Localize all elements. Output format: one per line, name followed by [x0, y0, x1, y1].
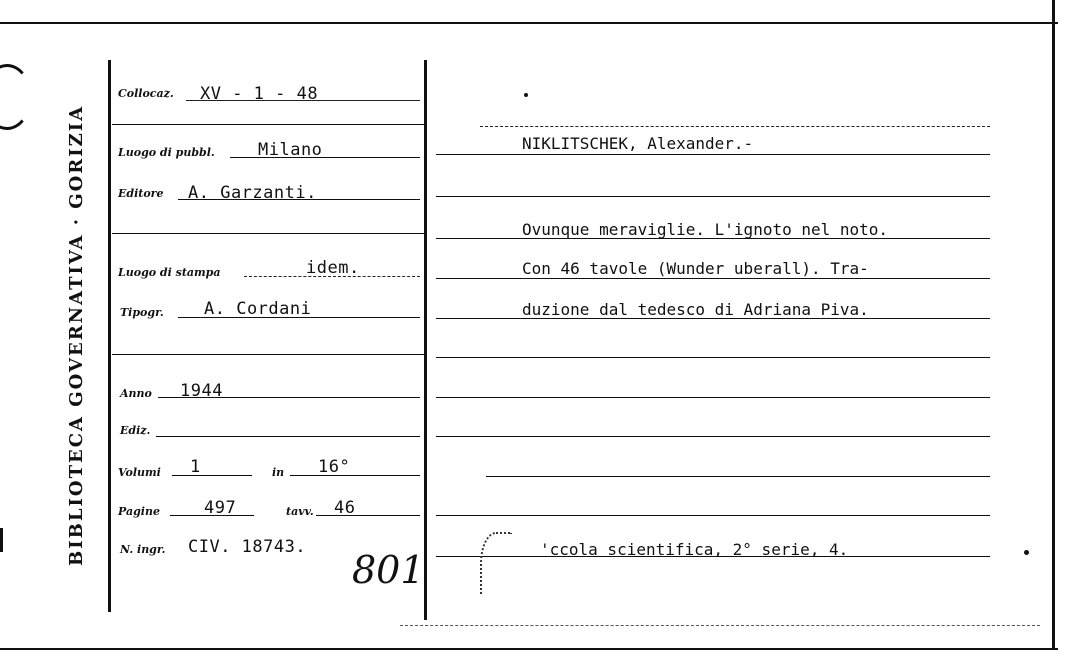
ediz-label: Ediz. — [120, 424, 151, 437]
right-rule — [480, 126, 990, 127]
right-rule — [436, 397, 990, 398]
volumi-label: Volumi — [118, 466, 161, 479]
library-vertical-label: BIBLIOTECA GOVERNATIVA · GORIZIA — [66, 104, 87, 566]
luogo-pubbl-line — [230, 157, 420, 158]
luogo-stampa-value: idem. — [306, 258, 360, 278]
in-label: in — [272, 466, 285, 479]
luogo-pubbl-value: Milano — [258, 140, 323, 160]
left-rule — [112, 233, 424, 234]
title-line-3: duzione dal tedesco di Adriana Piva. — [522, 300, 869, 319]
volumi-value: 1 — [190, 457, 201, 477]
editore-label: Editore — [118, 187, 164, 200]
tavole-label: tavv. — [286, 505, 314, 518]
left-edge-mark — [0, 528, 3, 552]
tipogr-label: Tipogr. — [120, 306, 164, 319]
pagine-value: 497 — [204, 498, 237, 518]
editore-line — [178, 199, 420, 200]
author-heading: NIKLITSCHEK, Alexander.- — [522, 134, 754, 153]
anno-label: Anno — [120, 387, 152, 400]
tipogr-line — [178, 317, 420, 318]
ink-mark — [480, 532, 512, 594]
tipogr-value: A. Cordani — [204, 299, 312, 319]
center-column-rule — [424, 60, 427, 620]
left-column-rule — [108, 60, 111, 612]
ink-dot — [1024, 550, 1029, 555]
n-ingr-label: N. ingr. — [120, 543, 166, 556]
tavole-line — [316, 515, 420, 516]
collocazione-line — [186, 100, 420, 101]
in-line — [290, 475, 420, 476]
anno-value: 1944 — [180, 381, 223, 401]
ink-dot — [524, 93, 528, 97]
title-line-2: Con 46 tavole (Wunder uberall). Tra- — [522, 259, 869, 278]
punch-hole-mark — [0, 64, 32, 130]
left-rule — [112, 124, 424, 125]
right-rule — [436, 278, 990, 279]
card-top-border — [0, 22, 1058, 24]
collocazione-label: Collocaz. — [118, 87, 174, 100]
card-right-border — [1052, 0, 1055, 650]
luogo-stampa-line — [244, 276, 420, 277]
pagine-label: Pagine — [118, 505, 160, 518]
title-line-1: Ovunque meraviglie. L'ignoto nel noto. — [522, 220, 889, 239]
pagine-line — [170, 515, 254, 516]
collocazione-value: XV - 1 - 48 — [200, 84, 319, 104]
right-rule — [486, 476, 990, 477]
right-rule — [436, 357, 990, 358]
right-rule — [436, 154, 990, 155]
right-rule — [436, 436, 990, 437]
series-note: 'ccola scientifica, 2° serie, 4. — [540, 540, 849, 559]
luogo-pubbl-label: Luogo di pubbl. — [118, 146, 215, 159]
n-ingr-value: CIV. 18743. — [188, 537, 307, 557]
left-rule — [112, 354, 424, 355]
anno-line — [158, 397, 420, 398]
right-rule — [436, 196, 990, 197]
card-bottom-dash — [400, 625, 1040, 626]
luogo-stampa-label: Luogo di stampa — [118, 266, 221, 279]
tavole-value: 46 — [334, 498, 356, 518]
in-value: 16° — [318, 457, 351, 477]
volumi-line — [172, 475, 252, 476]
card-bottom-border — [0, 648, 1058, 650]
ediz-line — [156, 436, 420, 437]
editore-value: A. Garzanti. — [188, 183, 317, 203]
right-rule — [436, 515, 990, 516]
handwritten-number: 801 — [352, 548, 425, 592]
